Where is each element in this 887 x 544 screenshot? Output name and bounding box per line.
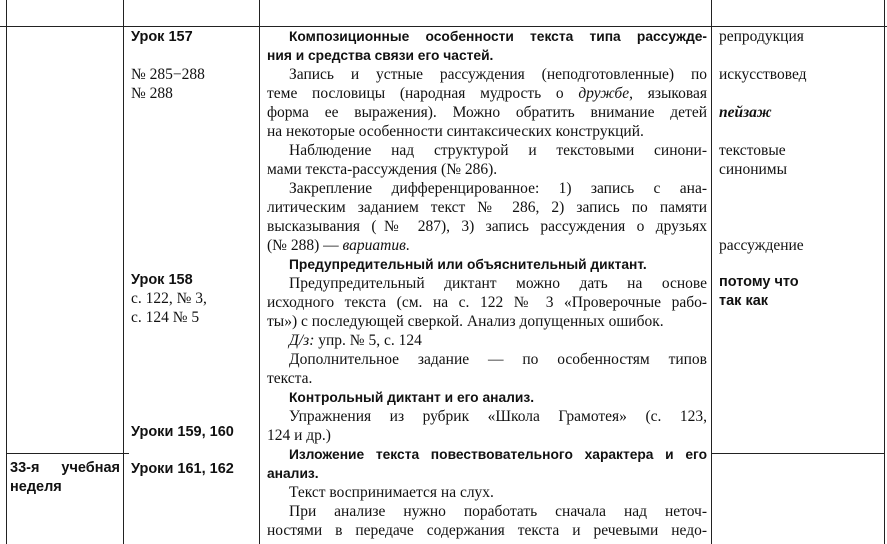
paragraph: (№ 288) — вариатив. — [267, 237, 410, 254]
paragraph: При анализе нужно поработать сначала над неточ- — [289, 503, 707, 520]
lesson-159-160-title: Уроки 159, 160 — [131, 424, 234, 440]
paragraph: Запись и устные рассуждения (неподготовленные) по — [289, 66, 707, 83]
vocab-conjunction: потому что — [719, 274, 799, 290]
lesson-161-162-title: Уроки 161, 162 — [131, 461, 234, 477]
vocab-word-accented: пейзаж — [719, 104, 772, 121]
column-divider-2 — [259, 0, 260, 544]
table-border-right — [884, 0, 885, 544]
table-border-left — [6, 0, 7, 544]
lesson-157-exercises: № 285−288 — [131, 66, 205, 83]
paragraph: Наблюдение над структурой и текстовыми синони- — [289, 142, 707, 159]
paragraph: ты») с последующей сверкой. Анализ допущенных ошибок. — [267, 313, 664, 330]
vocab-word: искусствовед — [719, 66, 807, 83]
paragraph: Закрепление дифференцированное: 1) запись с ана- — [289, 180, 707, 197]
topic-heading: Изложение текста повествовательного характера и его — [289, 447, 707, 462]
paragraph: 124 и др.) — [267, 427, 331, 444]
paragraph: на некоторые особенности синтаксических конструкций. — [267, 123, 644, 140]
topic-heading: ния и средства связи его частей. — [267, 48, 494, 63]
paragraph: высказывания (№ 287), 3) запись рассуждения о друзьях — [267, 218, 707, 235]
paragraph: Упражнения из рубрик «Школа Грамотея» (с. 123, — [289, 408, 707, 425]
paragraph: Дополнительное задание — по особенностям типов — [289, 351, 707, 368]
lesson-158-ref: с. 124 № 5 — [131, 309, 200, 326]
lesson-158-ref: с. 122, № 3, — [131, 290, 207, 307]
paragraph: теме пословицы (народная мудрость о дружбе, языковая — [267, 85, 707, 102]
paragraph: ностями в передаче содержания текста и речевыми недо- — [267, 522, 707, 539]
lesson-158-title: Урок 158 — [131, 272, 193, 288]
lesson-157-exercise: № 288 — [131, 85, 173, 102]
topic-heading: Контрольный диктант и его анализ. — [289, 390, 535, 405]
column-divider-3 — [711, 0, 712, 544]
vocab-conjunction: так как — [719, 293, 769, 309]
table-row-rule — [6, 453, 129, 454]
paragraph: мами текста-рассуждения (№ 286). — [267, 161, 498, 178]
paragraph: текста. — [267, 370, 313, 387]
column-divider-1 — [123, 0, 124, 544]
vocab-word: синонимы — [719, 161, 788, 178]
table-header-rule — [0, 26, 887, 27]
vocab-word: рассуждение — [719, 237, 804, 254]
paragraph: форма ее выражения). Можно обратить внимание детей — [267, 104, 707, 121]
paragraph: Предупредительный диктант можно дать на основе — [289, 275, 707, 292]
vocab-word: репродукция — [719, 28, 804, 45]
paragraph: Текст воспринимается на слух. — [289, 484, 494, 501]
paragraph: литическим заданием текст № 286, 2) запись по памяти — [267, 199, 707, 216]
topic-heading: Композиционные особенности текста типа рассужде- — [289, 29, 707, 44]
week-label: 33-я учебная неделя — [10, 460, 120, 495]
vocab-word: текстовые — [719, 142, 786, 159]
topic-heading: анализ. — [267, 466, 319, 481]
topic-heading: Предупредительный или объяснительный диктант. — [289, 257, 647, 272]
homework: Д/з: упр. № 5, с. 124 — [289, 332, 422, 349]
lesson-157-title: Урок 157 — [131, 29, 193, 45]
table-row-rule — [711, 453, 885, 454]
paragraph: исходного текста (см. на с. 122 № 3 «Проверочные рабо- — [267, 294, 707, 311]
